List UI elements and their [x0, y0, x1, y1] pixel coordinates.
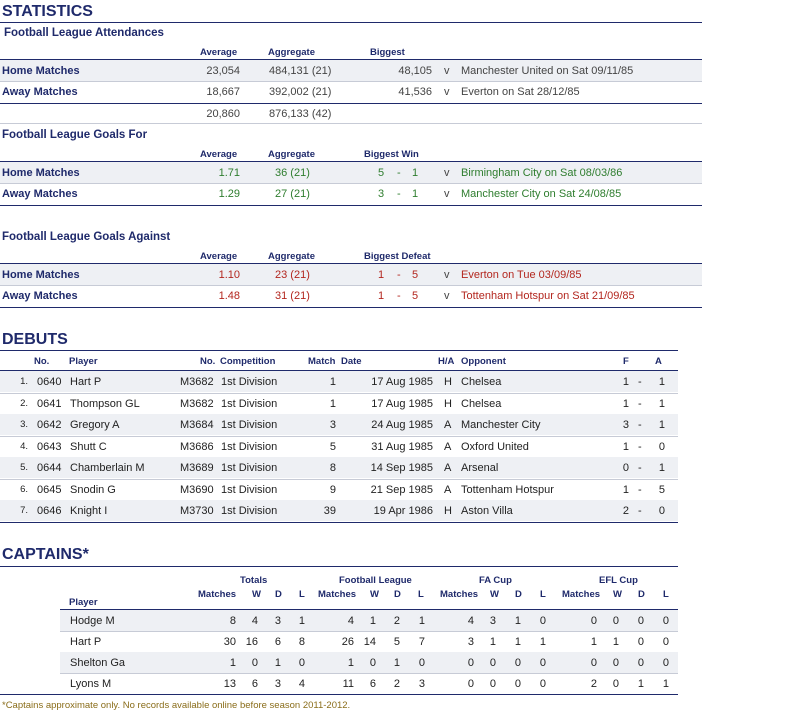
captains-row-totals-d: 6 — [274, 636, 281, 648]
captains-row-efl-cup-d: 0 — [637, 657, 644, 669]
debuts-row-match-no: M3686 — [180, 441, 214, 453]
ga-row-away-dash: - — [397, 290, 401, 302]
debuts-row-no: 0640 — [37, 376, 62, 388]
debuts-row-player: Thompson GL — [70, 398, 140, 410]
gf-row-away-score1: 3 — [378, 188, 385, 200]
debuts-row-band — [0, 371, 678, 392]
debuts-row-f: 2 — [622, 505, 629, 517]
gf-bottom-rule — [0, 205, 702, 206]
captains-row-league-matches: 11 — [342, 678, 354, 690]
captains-row-efl-cup-l: 1 — [662, 678, 669, 690]
captains-row-player: Hart P — [70, 636, 102, 648]
debuts-row-index: 4. — [20, 441, 28, 452]
captains-row-fa-cup-matches: 0 — [467, 657, 474, 669]
captains-row-fa-cup-w: 0 — [489, 657, 496, 669]
debuts-row-index: 7. — [20, 505, 28, 516]
debuts-row-match: 5 — [329, 441, 336, 453]
captains-subheader-matches: Matches — [318, 589, 357, 600]
debuts-title: DEBUTS — [2, 331, 68, 348]
debuts-row-match: 1 — [329, 376, 336, 388]
gf-row-home-label: Home Matches — [2, 167, 80, 179]
gf-row-home-dash: - — [397, 167, 401, 179]
debuts-row-ha: H — [444, 505, 452, 517]
debuts-row-opponent: Chelsea — [461, 398, 502, 410]
captains-row-efl-cup-w: 1 — [612, 636, 619, 648]
ga-row-home-aggregate: 23 (21) — [275, 269, 310, 281]
debuts-row-a: 0 — [658, 505, 665, 517]
captains-row-fa-cup-d: 0 — [514, 678, 521, 690]
debuts-row-dash: - — [638, 505, 642, 517]
captains-group-fa-cup: FA Cup — [479, 575, 512, 586]
ga-row-away-detail: Tottenham Hotspur on Sat 21/09/85 — [461, 290, 635, 302]
captains-row-totals-w: 16 — [245, 636, 258, 648]
captains-row-totals-matches: 1 — [229, 657, 236, 669]
captains-row-totals-w: 4 — [251, 615, 258, 627]
captains-rule — [0, 566, 678, 567]
captains-subheader-d: D — [394, 589, 401, 600]
ga-row-divider — [0, 285, 702, 286]
captains-row-totals-l: 0 — [298, 657, 305, 669]
captains-row-fa-cup-matches: 4 — [467, 615, 474, 627]
debuts-row-no: 0645 — [37, 484, 62, 496]
debuts-row-match-no: M3690 — [180, 484, 214, 496]
captains-row-totals-d: 3 — [274, 678, 281, 690]
captains-row-totals-l: 8 — [298, 636, 305, 648]
debuts-row-competition: 1st Division — [221, 441, 278, 453]
captains-row-league-l: 0 — [418, 657, 425, 669]
captains-row-league-l: 1 — [418, 615, 425, 627]
ga-row-home-dash: - — [397, 269, 401, 281]
captains-subheader-d: D — [638, 589, 645, 600]
debuts-row-ha: A — [444, 462, 452, 474]
captains-row-divider — [60, 673, 678, 674]
debuts-row-competition: 1st Division — [221, 398, 278, 410]
captains-row-fa-cup-w: 0 — [489, 678, 496, 690]
att-row-divider — [0, 81, 702, 82]
debuts-header-a: A — [655, 356, 662, 367]
captains-row-efl-cup-d: 1 — [637, 678, 644, 690]
debuts-row-dash: - — [638, 419, 642, 431]
ga-row-away-average: 1.48 — [218, 290, 240, 302]
ga-bottom-rule — [0, 307, 702, 308]
debuts-row-divider — [0, 436, 678, 437]
debuts-row-opponent: Tottenham Hotspur — [461, 484, 554, 496]
debuts-row-date: 19 Apr 1986 — [373, 505, 433, 517]
captains-row-league-w: 6 — [369, 678, 376, 690]
captains-row-efl-cup-d: 0 — [637, 636, 644, 648]
goals-against-title: Football League Goals Against — [2, 231, 171, 243]
captains-row-totals-matches: 8 — [229, 615, 236, 627]
captains-subheader-w: W — [490, 589, 499, 600]
att-row-away-average: 18,667 — [206, 86, 240, 98]
captains-row-fa-cup-l: 0 — [539, 678, 546, 690]
captains-row-league-w: 1 — [369, 615, 376, 627]
gf-row-home-v: v — [444, 167, 450, 179]
debuts-row-date: 17 Aug 1985 — [371, 376, 433, 388]
debuts-row-player: Shutt C — [70, 441, 107, 453]
debuts-row-competition: 1st Division — [221, 484, 278, 496]
debuts-row-index: 2. — [20, 398, 28, 409]
debuts-bottom-rule — [0, 522, 678, 523]
captains-row-fa-cup-d: 1 — [514, 636, 521, 648]
captains-subheader-l: L — [540, 589, 546, 600]
ga-row-away-v: v — [444, 290, 450, 302]
debuts-row-match-no: M3684 — [180, 419, 214, 431]
debuts-row-date: 17 Aug 1985 — [371, 398, 433, 410]
captains-row-fa-cup-w: 3 — [489, 615, 496, 627]
debuts-row-match-no: M3689 — [180, 462, 214, 474]
debuts-row-a: 1 — [658, 419, 665, 431]
debuts-row-dash: - — [638, 376, 642, 388]
captains-row-player: Lyons M — [70, 678, 112, 690]
debuts-row-ha: A — [444, 484, 452, 496]
debuts-row-dash: - — [638, 398, 642, 410]
debuts-row-index: 1. — [20, 376, 28, 387]
captains-title: CAPTAINS* — [2, 546, 89, 563]
ga-row-home-v: v — [444, 269, 450, 281]
debuts-header-f: F — [623, 356, 629, 367]
gf-header-aggregate: Aggregate — [268, 149, 315, 160]
debuts-row-match: 1 — [329, 398, 336, 410]
captains-row-league-w: 14 — [363, 636, 376, 648]
debuts-row-opponent: Arsenal — [461, 462, 499, 474]
captains-row-fa-cup-l: 0 — [539, 657, 546, 669]
debuts-row-player: Gregory A — [70, 419, 120, 431]
captains-row-league-d: 1 — [393, 657, 400, 669]
captains-bottom-rule — [0, 694, 678, 695]
ga-row-away-label: Away Matches — [2, 290, 78, 302]
captains-row-fa-cup-d: 0 — [514, 657, 521, 669]
att-row-home-detail: Manchester United on Sat 09/11/85 — [461, 65, 634, 77]
debuts-rule — [0, 350, 678, 351]
captains-row-totals-l: 1 — [298, 615, 305, 627]
captains-row-fa-cup-matches: 0 — [467, 678, 474, 690]
captains-subheader-l: L — [299, 589, 305, 600]
att-row-away-aggregate: 392,002 (21) — [269, 86, 332, 98]
captains-row-efl-cup-matches: 1 — [590, 636, 597, 648]
debuts-row-player: Hart P — [70, 376, 102, 388]
debuts-row-date: 21 Sep 1985 — [370, 484, 433, 496]
debuts-row-divider — [0, 393, 678, 394]
captains-row-fa-cup-l: 1 — [539, 636, 546, 648]
captains-row-efl-cup-w: 0 — [612, 678, 619, 690]
att-total-rule — [0, 103, 702, 104]
debuts-row-match-no: M3730 — [180, 505, 214, 517]
att-total-divider — [0, 123, 702, 124]
ga-row-away-score2: 5 — [412, 290, 419, 302]
gf-header-biggest-win: Biggest Win — [364, 149, 419, 160]
attendances-title: Football League Attendances — [4, 27, 164, 39]
debuts-row-f: 1 — [622, 376, 629, 388]
captains-row-fa-cup-d: 1 — [514, 615, 521, 627]
att-row-away-v: v — [444, 86, 450, 98]
debuts-row-divider — [0, 479, 678, 480]
att-row-away-label: Away Matches — [2, 86, 78, 98]
gf-row-divider — [0, 183, 702, 184]
captains-subheader-w: W — [613, 589, 622, 600]
debuts-row-a: 1 — [658, 376, 665, 388]
ga-row-home-average: 1.10 — [218, 269, 240, 281]
captains-note: *Captains approximate only. No records available online before season 2011-2012. — [2, 700, 351, 711]
gf-row-away-aggregate: 27 (21) — [275, 188, 310, 200]
captains-header-player: Player — [69, 597, 98, 608]
debuts-row-index: 6. — [20, 484, 28, 495]
debuts-row-dash: - — [638, 484, 642, 496]
captains-row-fa-cup-l: 0 — [539, 615, 546, 627]
debuts-row-match: 39 — [323, 505, 336, 517]
captains-row-efl-cup-l: 0 — [662, 636, 669, 648]
att-total-average: 20,860 — [206, 108, 240, 120]
debuts-row-no: 0642 — [37, 419, 62, 431]
att-header-average: Average — [200, 47, 238, 58]
debuts-row-f: 3 — [622, 419, 629, 431]
captains-subheader-w: W — [252, 589, 261, 600]
captains-subheader-matches: Matches — [198, 589, 237, 600]
captains-row-totals-d: 3 — [274, 615, 281, 627]
debuts-row-no: 0646 — [37, 505, 62, 517]
debuts-row-match-no: M3682 — [180, 376, 214, 388]
captains-row-fa-cup-w: 1 — [489, 636, 496, 648]
debuts-header-player: Player — [69, 356, 98, 367]
debuts-row-player: Knight I — [70, 505, 108, 517]
debuts-row-ha: H — [444, 398, 452, 410]
att-header-aggregate: Aggregate — [268, 47, 315, 58]
captains-row-league-w: 0 — [369, 657, 376, 669]
att-row-home-average: 23,054 — [206, 65, 240, 77]
att-row-home-label: Home Matches — [2, 65, 80, 77]
debuts-row-competition: 1st Division — [221, 462, 278, 474]
gf-row-away-average: 1.29 — [218, 188, 240, 200]
debuts-row-f: 1 — [622, 441, 629, 453]
gf-row-away-detail: Manchester City on Sat 24/08/85 — [461, 188, 622, 200]
ga-header-aggregate: Aggregate — [268, 251, 315, 262]
att-row-home-v: v — [444, 65, 450, 77]
att-total-aggregate: 876,133 (42) — [269, 108, 332, 120]
debuts-row-opponent: Manchester City — [461, 419, 541, 431]
gf-row-away-v: v — [444, 188, 450, 200]
debuts-row-ha: A — [444, 441, 452, 453]
captains-row-efl-cup-w: 0 — [612, 657, 619, 669]
gf-row-away-score2: 1 — [412, 188, 419, 200]
debuts-row-opponent: Chelsea — [461, 376, 502, 388]
gf-row-home-score2: 1 — [412, 167, 419, 179]
captains-row-player: Hodge M — [70, 615, 115, 627]
att-row-home-biggest: 48,105 — [398, 65, 432, 77]
gf-row-away-label: Away Matches — [2, 188, 78, 200]
debuts-row-index: 5. — [20, 462, 28, 473]
debuts-row-a: 5 — [658, 484, 665, 496]
gf-row-away-dash: - — [397, 188, 401, 200]
goals-for-title: Football League Goals For — [2, 129, 148, 141]
debuts-row-match: 8 — [329, 462, 336, 474]
debuts-row-a: 0 — [658, 441, 665, 453]
captains-row-totals-matches: 13 — [223, 678, 236, 690]
debuts-row-ha: A — [444, 419, 452, 431]
debuts-row-f: 1 — [622, 398, 629, 410]
debuts-header-opponent: Opponent — [461, 356, 506, 367]
captains-row-league-l: 3 — [418, 678, 425, 690]
captains-row-efl-cup-l: 0 — [662, 615, 669, 627]
debuts-row-date: 24 Aug 1985 — [371, 419, 433, 431]
ga-row-home-score1: 1 — [378, 269, 385, 281]
debuts-row-player: Chamberlain M — [70, 462, 145, 474]
ga-row-away-aggregate: 31 (21) — [275, 290, 310, 302]
captains-row-league-d: 2 — [393, 615, 400, 627]
gf-row-home-average: 1.71 — [218, 167, 240, 179]
debuts-row-match-no: M3682 — [180, 398, 214, 410]
debuts-row-match: 9 — [329, 484, 336, 496]
captains-row-totals-d: 1 — [274, 657, 281, 669]
captains-subheader-d: D — [275, 589, 282, 600]
debuts-row-date: 14 Sep 1985 — [370, 462, 433, 474]
debuts-row-competition: 1st Division — [221, 505, 278, 517]
ga-row-home-detail: Everton on Tue 03/09/85 — [461, 269, 582, 281]
captains-subheader-d: D — [515, 589, 522, 600]
captains-subheader-w: W — [370, 589, 379, 600]
captains-row-league-d: 2 — [393, 678, 400, 690]
captains-group-totals: Totals — [240, 575, 268, 586]
debuts-row-opponent: Oxford United — [461, 441, 529, 453]
debuts-row-opponent: Aston Villa — [461, 505, 513, 517]
ga-row-away-score1: 1 — [378, 290, 385, 302]
captains-row-totals-l: 4 — [298, 678, 305, 690]
att-header-biggest: Biggest — [370, 47, 405, 58]
captains-row-totals-matches: 30 — [223, 636, 236, 648]
captains-row-efl-cup-matches: 0 — [590, 615, 597, 627]
captains-row-divider — [60, 631, 678, 632]
captains-group-efl-cup: EFL Cup — [599, 575, 638, 586]
att-row-away-biggest: 41,536 — [398, 86, 432, 98]
captains-row-league-matches: 26 — [341, 636, 354, 648]
captains-subheader-matches: Matches — [562, 589, 601, 600]
captains-row-player: Shelton Ga — [70, 657, 126, 669]
ga-header-average: Average — [200, 251, 238, 262]
debuts-header-match: Match — [308, 356, 336, 367]
ga-row-home-label: Home Matches — [2, 269, 80, 281]
debuts-row-no: 0643 — [37, 441, 62, 453]
captains-subheader-l: L — [663, 589, 669, 600]
att-row-home-aggregate: 484,131 (21) — [269, 65, 332, 77]
captains-row-totals-w: 6 — [251, 678, 258, 690]
captains-subheader-l: L — [418, 589, 424, 600]
debuts-row-competition: 1st Division — [221, 376, 278, 388]
debuts-row-no: 0644 — [37, 462, 62, 474]
captains-row-league-matches: 4 — [347, 615, 354, 627]
debuts-row-index: 3. — [20, 419, 28, 430]
debuts-row-player: Snodin G — [70, 484, 116, 496]
debuts-header-no: No. — [34, 356, 50, 367]
gf-row-home-score1: 5 — [378, 167, 385, 179]
captains-row-efl-cup-d: 0 — [637, 615, 644, 627]
debuts-header-ha: H/A — [438, 356, 455, 367]
debuts-row-competition: 1st Division — [221, 419, 278, 431]
captains-row-efl-cup-matches: 2 — [590, 678, 597, 690]
debuts-row-ha: H — [444, 376, 452, 388]
debuts-row-date: 31 Aug 1985 — [371, 441, 433, 453]
statistics-title: STATISTICS — [2, 3, 93, 20]
captains-row-efl-cup-l: 0 — [662, 657, 669, 669]
ga-row-home-score2: 5 — [412, 269, 419, 281]
captains-row-league-matches: 1 — [347, 657, 354, 669]
ga-row-home-band — [0, 264, 702, 285]
captains-row-league-d: 5 — [393, 636, 400, 648]
statistics-rule — [0, 22, 702, 23]
debuts-row-a: 1 — [658, 462, 665, 474]
debuts-row-no: 0641 — [37, 398, 62, 410]
debuts-row-dash: - — [638, 462, 642, 474]
gf-row-home-detail: Birmingham City on Sat 08/03/86 — [461, 167, 623, 179]
debuts-row-a: 1 — [658, 398, 665, 410]
captains-row-fa-cup-matches: 3 — [467, 636, 474, 648]
captains-row-totals-w: 0 — [251, 657, 258, 669]
gf-header-average: Average — [200, 149, 238, 160]
debuts-row-f: 1 — [622, 484, 629, 496]
debuts-row-match: 3 — [329, 419, 336, 431]
captains-row-efl-cup-matches: 0 — [590, 657, 597, 669]
captains-subheader-matches: Matches — [440, 589, 479, 600]
ga-header-biggest-defeat: Biggest Defeat — [364, 251, 431, 262]
captains-row-efl-cup-w: 0 — [612, 615, 619, 627]
debuts-row-f: 0 — [622, 462, 629, 474]
debuts-header-match-no: No. — [200, 356, 216, 367]
debuts-header-competition: Competition — [220, 356, 276, 367]
att-row-away-detail: Everton on Sat 28/12/85 — [461, 86, 580, 98]
gf-row-home-aggregate: 36 (21) — [275, 167, 310, 179]
debuts-header-date: Date — [341, 356, 362, 367]
captains-group-football-league: Football League — [339, 575, 412, 586]
debuts-row-dash: - — [638, 441, 642, 453]
captains-row-league-l: 7 — [418, 636, 425, 648]
